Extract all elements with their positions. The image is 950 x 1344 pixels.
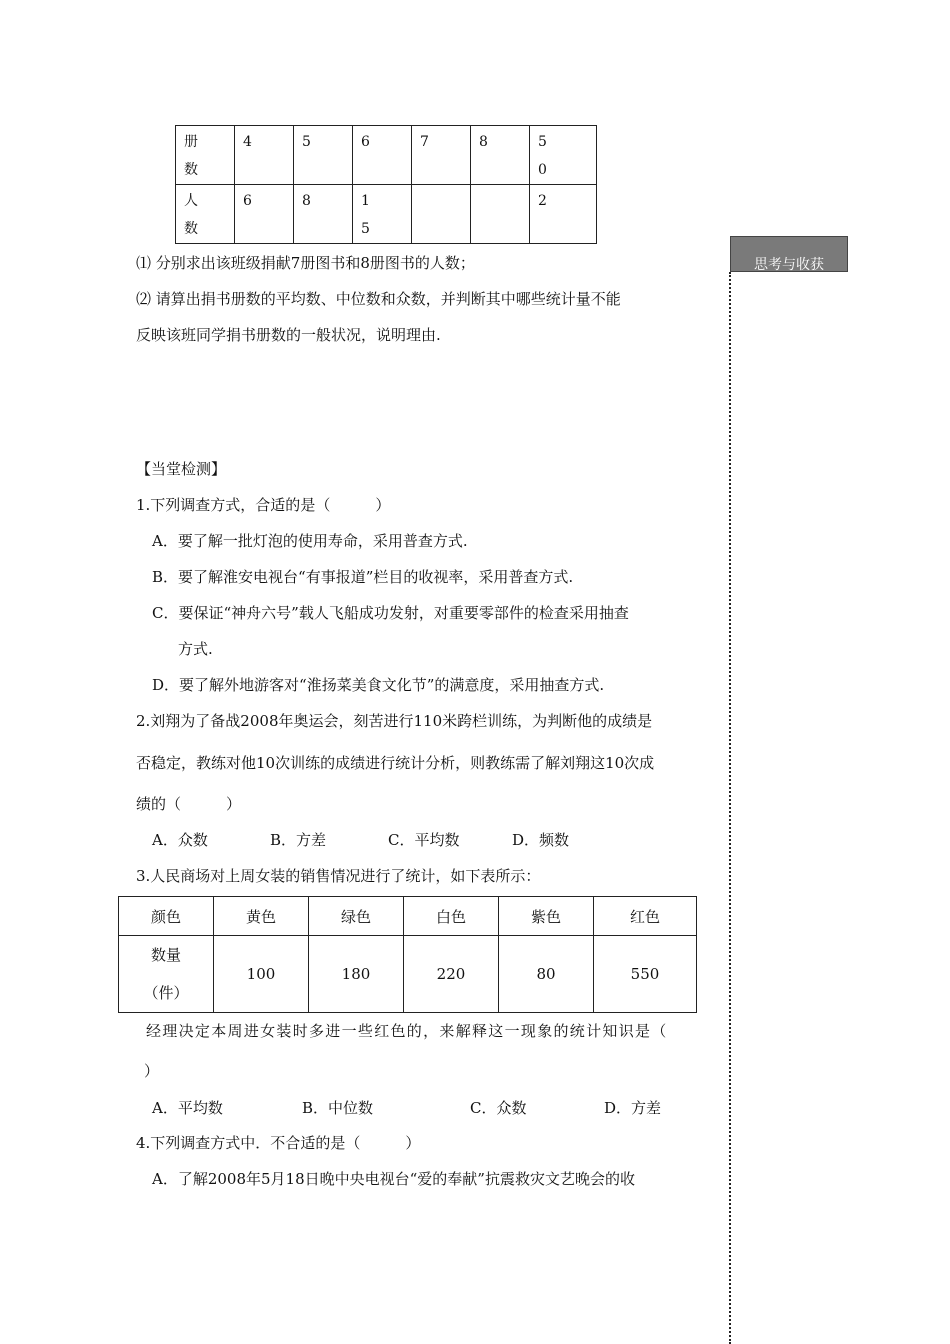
q1-option-c-line1: C．要保证“神舟六号”载人飞船成功发射，对重要零部件的检查采用抽查	[152, 604, 629, 622]
q1-option-a: A．要了解一批灯泡的使用寿命，采用普查方式.	[152, 532, 468, 550]
q2-option-b: B．方差	[270, 831, 327, 849]
table-cell: 8	[471, 126, 530, 185]
table-header-row	[119, 897, 697, 936]
table-cell: 5 0	[530, 126, 597, 185]
table-cell: 100	[214, 936, 309, 1013]
q1-option-c-line2: 方式.	[178, 640, 213, 658]
table-header: 黄色	[214, 897, 309, 936]
table-row	[176, 126, 597, 185]
q3-option-c: C．众数	[470, 1099, 527, 1117]
q2-line3: 绩的（ ）	[136, 795, 242, 813]
q2-option-d: D．频数	[512, 831, 570, 849]
q2-option-c: C．平均数	[388, 831, 460, 849]
question-part-2-line1: ⑵ 请算出捐书册数的平均数、中位数和众数，并判断其中哪些统计量不能	[136, 290, 621, 308]
table-cell: 550	[594, 936, 697, 1013]
q1-option-b: B．要了解淮安电视台“有事报道”栏目的收视率，采用普查方式.	[152, 568, 574, 586]
table-cell: 7	[412, 126, 471, 185]
table-cell: 6	[353, 126, 412, 185]
q2-option-a: A．众数	[152, 831, 208, 849]
table-header: 红色	[594, 897, 697, 936]
q4-stem: 4.下列调查方式中．不合适的是（ ）	[136, 1134, 421, 1152]
table-header: 绿色	[309, 897, 404, 936]
table-cell: 2	[530, 185, 597, 244]
q3-option-b: B．中位数	[302, 1099, 374, 1117]
sales-table	[118, 896, 697, 1013]
q4-option-a: A．了解2008年5月18日晚中央电视台“爱的奉献”抗震救灾文艺晚会的收	[152, 1170, 635, 1188]
table-cell: 220	[404, 936, 499, 1013]
table-header: 颜色	[119, 897, 214, 936]
q2-line1: 2.刘翔为了备战2008年奥运会，刻苦进行110米跨栏训练，为判断他的成绩是	[136, 712, 653, 730]
row-header-people: 人 数	[176, 185, 235, 244]
table-row	[119, 936, 697, 1013]
question-part-2-line2: 反映该班同学捐书册数的一般状况，说明理由.	[136, 326, 441, 344]
q3-line2: ）	[144, 1062, 160, 1080]
row-header-books: 册 数	[176, 126, 235, 185]
question-part-1: ⑴ 分别求出该班级捐献7册图书和8册图书的人数；	[136, 254, 475, 272]
table-cell-empty	[471, 185, 530, 244]
table-cell: 8	[294, 185, 353, 244]
table-cell: 4	[235, 126, 294, 185]
q3-option-d: D．方差	[604, 1099, 662, 1117]
q1-stem: 1.下列调查方式，合适的是（ ）	[136, 496, 391, 514]
sidebar-divider	[729, 272, 731, 1344]
table-cell: 6	[235, 185, 294, 244]
q3-line1: 经理决定本周进女装时多进一些红色的，来解释这一现象的统计知识是（	[146, 1022, 668, 1040]
table-header: 紫色	[499, 897, 594, 936]
q2-line2: 否稳定，教练对他10次训练的成绩进行统计分析，则教练需了解刘翔这10次成	[136, 754, 655, 772]
row-header-quantity: 数量 （件）	[119, 936, 214, 1013]
table-cell: 5	[294, 126, 353, 185]
table-cell: 180	[309, 936, 404, 1013]
q1-option-d: D．要了解外地游客对“淮扬菜美食文化节”的满意度，采用抽查方式.	[152, 676, 605, 694]
section-heading: 【当堂检测】	[136, 460, 227, 478]
sidebar-header	[730, 236, 848, 272]
book-count-table	[175, 125, 597, 244]
q3-stem: 3.人民商场对上周女装的销售情况进行了统计，如下表所示：	[136, 867, 541, 885]
table-cell: 80	[499, 936, 594, 1013]
table-cell: 1 5	[353, 185, 412, 244]
sidebar-title: 思考与收获	[754, 257, 824, 273]
q3-option-a: A．平均数	[152, 1099, 223, 1117]
table-header: 白色	[404, 897, 499, 936]
table-row	[176, 185, 597, 244]
table-cell-empty	[412, 185, 471, 244]
